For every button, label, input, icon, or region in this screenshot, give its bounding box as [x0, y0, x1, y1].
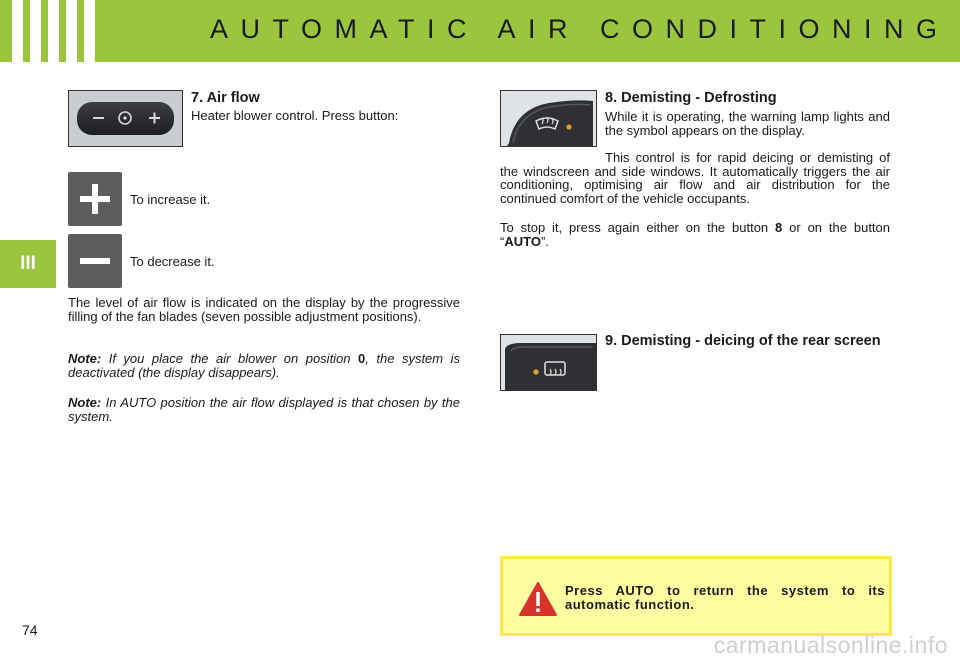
warning-text: Press AUTO to return the system to its automatic function. [565, 583, 885, 612]
warning-box [500, 556, 892, 636]
note-text: In AUTO position the air flow displayed is that chosen by the system. [68, 395, 460, 424]
demisting-heading: 8. Demisting - Defrosting [605, 90, 777, 106]
button-number: 8 [775, 220, 783, 235]
increase-text: To increase it. [130, 192, 211, 207]
increase-button-image [68, 172, 122, 226]
blower-control-icon [69, 91, 182, 146]
auto-label: AUTO [504, 233, 541, 249]
airflow-note-1 [68, 352, 460, 379]
airflow-intro: Heater blower control. Press button: [191, 108, 399, 123]
page-number: 74 [22, 622, 38, 638]
blower-control-image [68, 90, 183, 147]
page-header [0, 0, 960, 62]
note-position-value: 0 [358, 351, 366, 366]
watermark: carmanualsonline.info [713, 632, 948, 658]
airflow-note-2 [68, 396, 460, 423]
demisting-para-1: While it is operating, the warning lamp lights and the symbol appears on the display. [605, 109, 890, 138]
note-label: Note: [68, 395, 102, 410]
warning-triangle-icon [518, 581, 558, 617]
front-demist-button-image [500, 90, 597, 147]
demisting-para-3 [500, 221, 890, 248]
note-label: Note: [68, 351, 102, 366]
decrease-button-image [68, 234, 122, 288]
page-title: AUTOMATIC AIR CONDITIONING [210, 14, 950, 44]
rear-screen-heading: 9. Demisting - deicing of the rear screen [605, 333, 881, 349]
decrease-text: To decrease it. [130, 254, 215, 269]
windscreen-defrost-icon [501, 91, 596, 146]
note-text: If you place the air blower on position [101, 351, 359, 366]
para-text: or on the button “ [500, 220, 890, 249]
note-text-end: , the system is deactivated (the display disappears). [68, 351, 460, 380]
minus-icon [68, 234, 122, 288]
rear-demist-button-image [500, 334, 597, 391]
demisting-para-2: This control is for rapid deicing or demisting of the windscreen and side windows. It automatically triggers the air conditioning, optimising air flow and air distribution for the continued comfort of the vehicle occupants. [500, 150, 890, 206]
airflow-heading: 7. Air flow [191, 90, 260, 106]
plus-icon [68, 172, 122, 226]
rear-screen-defrost-icon [501, 335, 596, 390]
para-text: To stop it, press again either on the button [500, 220, 776, 235]
para-text: ”. [540, 233, 549, 249]
chapter-tab: III [0, 240, 56, 288]
airflow-description: The level of air flow is indicated on the display by the progressive filling of the fan blades (seven possible adjustment positions). [68, 295, 460, 324]
